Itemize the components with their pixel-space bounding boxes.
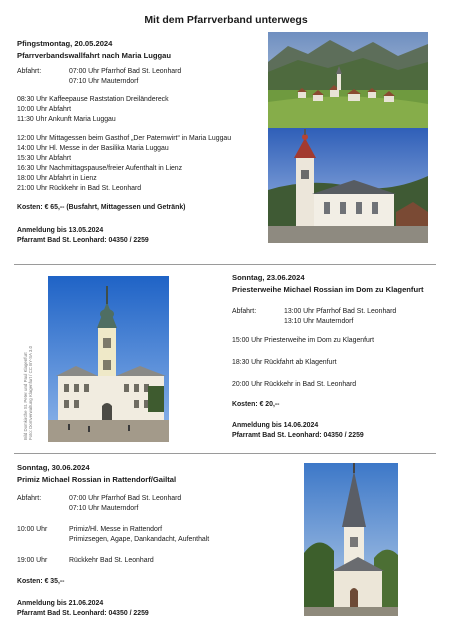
- departure-line: 07:10 Uhr Mauterndorf: [69, 505, 139, 512]
- event-1-name: Pfarrverbandswallfahrt nach Maria Luggau: [17, 51, 172, 60]
- photo-credit-line: Bild Domkirche St. Peter und Paul Klagenfurt: [23, 352, 28, 440]
- event-3-name: Primiz Michael Rossian in Rattendorf/Gailtal: [17, 475, 177, 484]
- departure-line: 07:00 Uhr Pfarrhof Bad St. Leonhard: [69, 68, 182, 75]
- event-1-registration: Anmeldung bis 13.05.2024: [17, 227, 104, 234]
- schedule-line: 18:30 Uhr Rückfahrt ab Klagenfurt: [232, 359, 337, 366]
- event-1-cost: Kosten: € 65,-- (Busfahrt, Mittagessen und Getränk): [17, 204, 186, 211]
- schedule-line: 16:30 Uhr Nachmittagspause/freier Aufenthalt in Lienz: [17, 165, 183, 172]
- schedule-line: 08:30 Uhr Kaffeepause Raststation Dreiländereck: [17, 96, 169, 103]
- departure-label: Abfahrt:: [17, 495, 42, 502]
- schedule-line: 15:30 Uhr Abfahrt: [17, 155, 72, 162]
- photo-credit: [23, 346, 33, 440]
- church-tower-photo: [268, 128, 428, 243]
- schedule-line: 14:00 Uhr Hl. Messe in der Basilika Maria Luggau: [17, 145, 169, 152]
- event-3-registration: Anmeldung bis 21.06.2024: [17, 600, 104, 607]
- event-2-office: Pfarramt Bad St. Leonhard: 04350 / 2259: [232, 432, 364, 439]
- mountain-village-photo: [268, 32, 428, 128]
- event-2: [232, 272, 437, 441]
- section-divider: [14, 264, 436, 265]
- event-1-date: Pfingstmontag, 20.05.2024: [17, 39, 113, 48]
- departure-line: 07:10 Uhr Mauterndorf: [69, 78, 139, 85]
- event-2-cost: Kosten: € 20,--: [232, 401, 280, 408]
- event-3-date: Sonntag, 30.06.2024: [17, 463, 90, 472]
- return-text: Rückkehr Bad St. Leonhard: [69, 557, 154, 564]
- event-1-schedule-b: [17, 134, 262, 194]
- event-2-registration: Anmeldung bis 14.06.2024: [232, 422, 319, 429]
- event-1-departure: [17, 67, 262, 87]
- event-3-mass: [17, 525, 297, 545]
- event-3-departure: [17, 494, 297, 514]
- departure-line: 13:00 Uhr Pfarrhof Bad St. Leonhard: [284, 308, 397, 315]
- rattendorf-church-photo: [304, 463, 398, 616]
- event-3-return: [17, 556, 297, 566]
- schedule-line: 20:00 Uhr Rückkehr in Bad St. Leonhard: [232, 381, 357, 388]
- return-time: 19:00 Uhr: [17, 557, 48, 564]
- schedule-line: 10:00 Uhr Abfahrt: [17, 106, 72, 113]
- event-3-cost: Kosten: € 35,--: [17, 578, 65, 585]
- section-divider: [14, 453, 436, 454]
- schedule-line: 18:00 Uhr Abfahrt in Lienz: [17, 175, 97, 182]
- event-2-departure: [232, 307, 437, 327]
- event-3: [17, 462, 297, 619]
- event-3-office: Pfarramt Bad St. Leonhard: 04350 / 2259: [17, 610, 149, 617]
- departure-line: 07:00 Uhr Pfarrhof Bad St. Leonhard: [69, 495, 182, 502]
- schedule-line: 11:30 Uhr Ankunft Maria Luggau: [17, 116, 116, 123]
- cathedral-photo: [48, 276, 169, 442]
- event-1-schedule-a: [17, 95, 262, 125]
- schedule-line: 12:00 Uhr Mittagessen beim Gasthof „Der Paternwirt“ in Maria Luggau: [17, 135, 232, 142]
- schedule-line: 21:00 Uhr Rückkehr in Bad St. Leonhard: [17, 185, 142, 192]
- mass-time: 10:00 Uhr: [17, 526, 48, 533]
- event-1: [17, 38, 262, 246]
- departure-line: 13:10 Uhr Mauterndorf: [284, 318, 354, 325]
- mass-line: Primiz/Hl. Messe in Rattendorf: [69, 526, 163, 533]
- departure-label: Abfahrt:: [232, 308, 257, 315]
- schedule-line: 15:00 Uhr Priesterweihe im Dom zu Klagenfurt: [232, 337, 375, 344]
- event-2-date: Sonntag, 23.06.2024: [232, 273, 305, 282]
- mass-line: Primizsegen, Agape, Dankandacht, Aufenthalt: [69, 536, 210, 543]
- page-title: Mit dem Pfarrverband unterwegs: [144, 14, 308, 26]
- event-2-name: Priesterweihe Michael Rossian im Dom zu Klagenfurt: [232, 285, 424, 294]
- photo-credit-line: Foto: Domverwaltung Klagenfurt / CC BY-SA 3.0: [28, 345, 33, 440]
- departure-label: Abfahrt:: [17, 68, 42, 75]
- event-1-office: Pfarramt Bad St. Leonhard: 04350 / 2259: [17, 237, 149, 244]
